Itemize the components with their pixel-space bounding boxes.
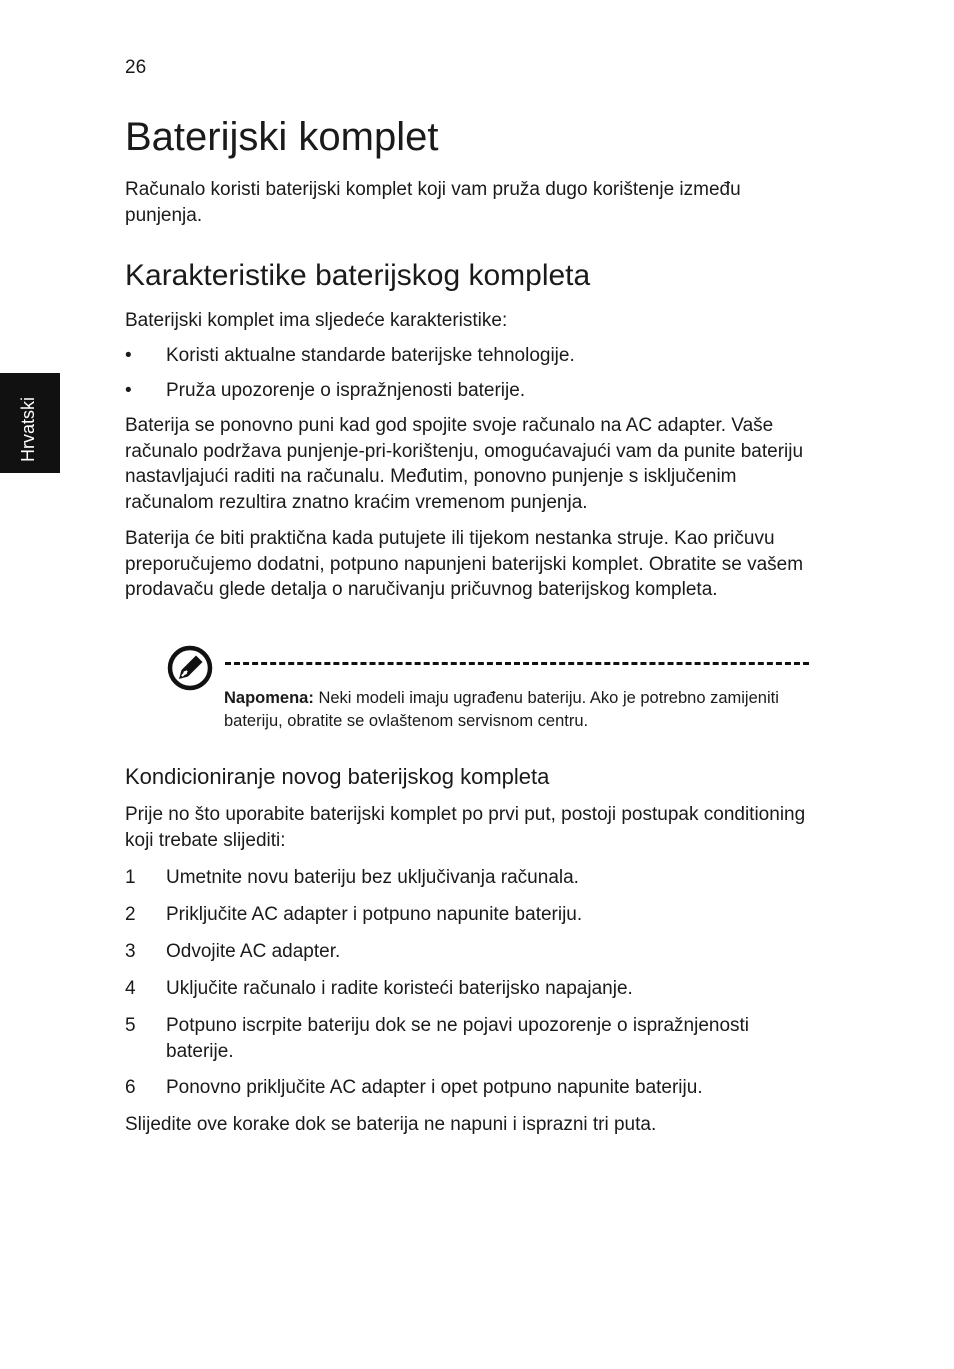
- step-text: Uključite računalo i radite koristeći baterijsko napajanje.: [166, 978, 633, 999]
- bullet-marker: •: [125, 345, 132, 366]
- step-number: 4: [125, 978, 136, 999]
- bullet-marker: •: [125, 380, 132, 401]
- step-number: 3: [125, 941, 136, 962]
- charging-paragraph: Baterija se ponovno puni kad god spojite svoje računalo na AC adapter. Vaše računalo podržava punjenje-pri-korištenju, omogućavajući vam da punite bateriju nastavljajući raditi na računalu. Međutim, ponovno punjenje s isključenim računalom rezultira znatno kraćim vremenom punjenja.: [125, 415, 804, 513]
- step-text: Ponovno priključite AC adapter i opet potpuno napunite bateriju.: [166, 1077, 703, 1098]
- conditioning-heading: Kondicioniranje novog baterijskog kompleta: [125, 764, 550, 789]
- note-label: Napomena:: [224, 689, 314, 707]
- conditioning-lead: Prije no što uporabite baterijski komplet po prvi put, postoji postupak conditioning koji trebate slijediti:: [125, 804, 806, 851]
- step-number: 2: [125, 904, 136, 925]
- backup-paragraph: Baterija će biti praktična kada putujete ili tijekom nestanka struje. Kao pričuvu preporučujemo dodatni, potpuno napunjeni baterijski komplet. Obratite se vašem prodavaču glede detalja o naručivanju pričuvnog baterijskog kompleta.: [125, 528, 804, 600]
- note-text: [224, 687, 809, 732]
- closing-paragraph: Slijedite ove korake dok se baterija ne napuni i isprazni tri puta.: [125, 1114, 657, 1135]
- bullet-text: Koristi aktualne standarde baterijske tehnologije.: [166, 345, 575, 366]
- page-number: 26: [125, 57, 147, 78]
- step-text: Umetnite novu bateriju bez uključivanja računala.: [166, 867, 579, 888]
- page-title: Baterijski komplet: [125, 115, 439, 159]
- features-heading: Karakteristike baterijskog kompleta: [125, 259, 591, 292]
- step-text: Odvojite AC adapter.: [166, 941, 341, 962]
- step-text: Priključite AC adapter i potpuno napunite bateriju.: [166, 904, 583, 925]
- note-pen-icon: [166, 644, 214, 692]
- step-number: 6: [125, 1077, 136, 1098]
- step-number: 5: [125, 1015, 136, 1036]
- bullet-text: Pruža upozorenje o ispražnjenosti baterije.: [166, 380, 526, 401]
- step-number: 1: [125, 867, 136, 888]
- step-text: Potpuno iscrpite bateriju dok se ne pojavi upozorenje o ispražnjenosti baterije.: [166, 1015, 750, 1062]
- intro-paragraph: Računalo koristi baterijski komplet koji vam pruža dugo korištenje između punjenja.: [125, 179, 741, 226]
- note-divider: [225, 662, 809, 665]
- language-side-tab-label: Hrvatski: [18, 396, 38, 462]
- note-body: Neki modeli imaju ugrađenu bateriju. Ako je potrebno zamijeniti bateriju, obratite se ovlaštenom servisnom centru.: [224, 689, 779, 730]
- features-lead: Baterijski komplet ima sljedeće karakteristike:: [125, 310, 508, 331]
